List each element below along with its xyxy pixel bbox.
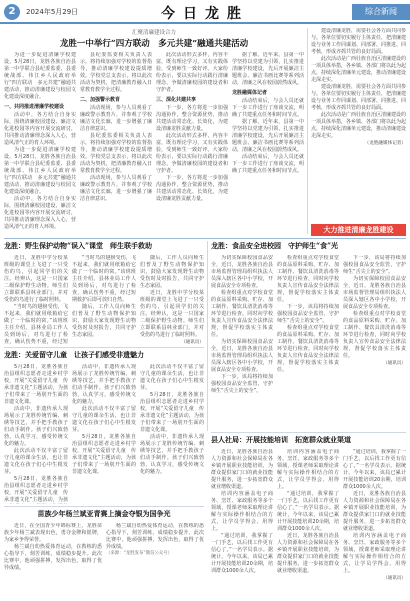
lead-column-3: 此次活动形式多样，内容丰富，既有理论学习，又有实践体验，受到师生一致好评。大家纷纷表示，要以实际行动践行清廉理念，争做清廉校园的建设者和守护者。 三、深化共建共享 下一步，各方将进一步加强沟通协作，整合资源优势，推动共建活动常态化、长效化，为建设清廉龙胜贡献力量。 此次活动形式多样，内容丰富，既有理论学习，又有实践体验，受到师生一致好评。大家纷纷表示，要以实际行动践行清廉理念，争做清廉校园的建设者和守护者。 下一步，各方将进一步加强沟通协作，整合资源优势，推动共建活动常态化、长效化，为建设清廉龙胜贡献力量。 xyxy=(156,52,228,202)
issue-date: 2024年5月29日 xyxy=(26,8,79,16)
story3-column-3: 此次活动不仅丰富了留守儿童的课余生活，也让非遗文化在孩子们心中生根发芽。 5月28日，龙胜各族自治县组织志愿者走进乡村学校，开展“关爱留守儿童 传承非遗文化”主题活动，为孩子们带来了一场别开生面的非遗文化课。 活动中，非遗传承人现场展示了龙胜传统竹编、刺绣等技艺，并手把手教孩子们动手制作。孩子们兴致勃勃，认真学习，感受传统文化的魅力。 xyxy=(140,364,204,475)
lead-column-2: 县纪委监委相关负责人表示，将持续加强对学校的监督指导，推动清廉学校建设提质增效。学校党总支表示，将以此次活动为契机，把清廉教育融入日常教育教学全过程。 二、加强警示教育 活动现场，参与人员观看了廉政警示教育片，并参观了学校廉洁文化长廊，进一步增强了廉洁自律意识。 县纪委监委相关负责人表示，将持续加强对学校的监督指导，推动清廉学校建设提质增效。学校党总支表示，将以此次活动为契机，把清廉教育融入日常教育教学全过程。 活动现场，参与人员观看了廉政警示教育片，并参观了学校廉洁文化长廊，进一步增强了廉洁自律意识。 xyxy=(80,52,152,202)
section-divider xyxy=(4,506,204,507)
story6-headline: 苗族少年杨兰斌亚青赛上摘金夺银为国争光 xyxy=(37,509,171,518)
red-banner: 大力推进清廉龙胜建设 xyxy=(311,224,406,236)
section-divider xyxy=(4,238,406,239)
lead-headline: 龙胜一中举行“四方联动 多元共建”融通共建活动 xyxy=(59,39,249,48)
story4-column-1: 为切实保障校园食品安全，近日，龙胜各族自治县市场监督管理局组织执法人员深入辖区各中小学校，开展食品安全专项检查。 检查组重点对学校食堂的食品原料采购、贮存、加工制作、餐饮具清洗消毒等环节进行检查，同时向学校负责人宣传食品安全法律法规，督促学校落实主体责任。 为切实保障校园食品安全，近日，龙胜各族自治县市场监督管理局组织执法人员深入辖区各中小学校，开展食品安全专项检查。 下一步，该局将持续加强校园食品安全监管，守护师生“舌尖上的安全”。 xyxy=(211,255,273,394)
story4-heading xyxy=(211,241,406,253)
lead-column-1: 为进一步促进清廉学校建设，5月28日，龙胜各族自治县第一中学联合县纪委监委、县委统战部、伟江乡人民政府举行“四方联动 多元共建”融通共建活动，推动清廉建设与校园文化建设深度融合。 一、共同推进清廉学校建设 活动中，各方结合自身实际，围绕清廉校园建设、廉洁文化进校园等内容开展交流研讨，共同推动清廉理念深入人心，营造风清气正的育人环境。 为进一步促进清廉学校建设，5月28日，龙胜各族自治县第一中学联合县纪委监委、县委统战部、伟江乡人民政府举行“四方联动 多元共建”融通共建活动，推动清廉建设与校园文化建设深度融合。 活动中，各方结合自身实际，围绕清廉校园建设、廉洁文化进校园等内容开展交流研讨，共同推动清廉理念深入人心，营造风清气正的育人环境。 xyxy=(4,52,76,230)
story4-headline: 龙胜：食品安全进校园 守护师生“食”光 xyxy=(211,241,339,250)
section-divider xyxy=(211,432,406,433)
story2-column-3: 随后，工作人员向师生们普及了野生动物保护知识，鼓励大家发现野生动物受伤时及时报告，共同守护生态家园。 近日，龙胜中学分校某班级的课堂上飞进了一只受伤的鸟，引起同学们的关注。经辨认，这是一只国家二级保护野生动物。师生们立即联系县林业部门，并对受伤的鸟进行了临时照料。 （通讯员） xyxy=(140,255,204,345)
story3-headline: 龙胜：关爱留守儿童 让孩子们感受非遗魅力 xyxy=(4,350,144,359)
right-top-byline: （龙胜融媒体记者） xyxy=(364,141,406,146)
column-divider xyxy=(307,28,308,234)
lead-heading xyxy=(4,28,304,48)
story6-column-2: 杨兰斌自幼热爱体育运动，在教练的悉心指导下，刻苦训练，成绩稳步提升。此次比赛中，他顽强拼搏，发挥出色，取得了优异成绩。 （来源：“龙胜发布”微信公众号） xyxy=(106,523,204,556)
right-top-column: 建设清廉龙胜，需要社会各方面共同参与。各单位要切实履行主体责任，把清廉建设与业务工作同谋划、同部署、同推进、同考核，形成齐抓共管的良好局面。 此次活动是广西壮族自治区清廉建设的一项具体举措，各乡镇、各部门将以此为起点，持续深化清廉单元建设，推动清廉建设走深走实。 建设清廉龙胜，需要社会各方面共同参与。各单位要切实履行主体责任，把清廉建设与业务工作同谋划、同部署、同推进、同考核，形成齐抓共管的良好局面。 此次活动是广西壮族自治区清廉建设的一项具体举措，各乡镇、各部门将以此为起点，持续深化清廉单元建设，推动清廉建设走深走实。 （龙胜融媒体记者） xyxy=(311,28,406,146)
story5-column-3: “通过培训，我掌握了一门手艺，以后找工作更有信心了。”一名学员表示。据统计，今年以来，该局已累计开展技能培训20余期，培训群众1000余人次。 近日，龙胜各族自治县人力资源和社会保障局在各乡镇开展职业技能培训，为群众提供家门口的就业技能提升服务，进一步拓宽群众就业增收渠道。 培训内容涵盖电子商务、烹饪、家政服务等多个领域，授课老师采取理论讲解与实际操作相结合的方式，让学员学得会、用得上。 （通讯员） xyxy=(343,449,406,581)
story4-column-2: 检查组重点对学校食堂的食品原料采购、贮存、加工制作、餐饮具清洗消毒等环节进行检查，同时向学校负责人宣传食品安全法律法规，督促学校落实主体责任。 下一步，该局将持续加强校园食品安全监管，守护师生“舌尖上的安全”。 检查组重点对学校食堂的食品原料采购、贮存、加工制作、餐饮具清洗消毒等环节进行检查，同时向学校负责人宣传食品安全法律法规，督促学校落实主体责任。 xyxy=(277,255,339,373)
story5-column-2: 培训内容涵盖电子商务、烹饪、家政服务等多个领域，授课老师采取理论讲解与实际操作相结合的方式，让学员学得会、用得上。 “通过培训，我掌握了一门手艺，以后找工作更有信心了。”一名学员表示。据统计，今年以来，该局已累计开展技能培训20余期，培训群众1000余人次。 近日，龙胜各族自治县人力资源和社会保障局在各乡镇开展职业技能培训，为群众提供家门口的就业技能提升服务，进一步拓宽群众就业增收渠道。 xyxy=(277,449,339,574)
story5-column-1: 近日，龙胜各族自治县人力资源和社会保障局在各乡镇开展职业技能培训，为群众提供家门口的就业技能提升服务，进一步拓宽群众就业增收渠道。 培训内容涵盖电子商务、烹饪、家政服务等多个领域，授课老师采取理论讲解与实际操作相结合的方式，让学员学得会、用得上。 “通过培训，我掌握了一门手艺，以后找工作更有信心了。”一名学员表示。据统计，今年以来，该局已累计开展技能培训20余期，培训群众1000余人次。 xyxy=(211,449,273,574)
story6-column-1: 近日，在全国青少年锦标赛上，龙胜苗族少年杨兰斌表现出色，勇夺金牌和银牌，为家乡争得荣誉。 杨兰斌自幼热爱体育运动，在教练的悉心指导下，刻苦训练，成绩稳步提升。此次比赛中，他顽强拼搏，发挥出色，取得了优异成绩。 xyxy=(4,523,102,571)
story2-heading xyxy=(4,241,204,253)
source-credit: （来源：“龙胜发布”微信公众号） xyxy=(106,551,173,556)
story6-heading xyxy=(4,509,204,521)
story5-heading xyxy=(211,435,406,447)
page-number: 2 xyxy=(4,4,20,20)
section-divider xyxy=(4,347,204,348)
lead-kicker: 汇聚清廉建设合力 xyxy=(131,30,176,36)
story2-headline: 龙胜：野生保护动物“误入”课堂 师生联手救助 xyxy=(4,241,153,250)
story2-column-2: “当时鸟的翅膀受伤，飞不起来，我们就用纸箱给它做了一个临时的窝。”该班班主任介绍。县林业局工作人员到场后，对鸟进行了检查，确认伤势不重，经过短期救护后即可放归自然。 随后，工作人员向师生们普及了野生动物保护知识，鼓励大家发现野生动物受伤时及时报告，共同守护生态家园。 xyxy=(72,255,136,338)
story3-heading xyxy=(4,350,204,362)
lead-column-4: 据了解，近年来，县第一中学坚持以党建为引领，扎实推进清廉学校建设，先后开展廉洁主题班会、廉洁书画比赛等系列活动，清廉之风在校园蔚然成风。 龙胜融媒体记者 活动结束后，与会人员还就下一步工作进行了座谈交流，明确了共建重点任务和时间节点。 据了解，近年来，县第一中学坚持以党建为引领，扎实推进清廉学校建设，先后开展廉洁主题班会、廉洁书画比赛等系列活动，清廉之风在校园蔚然成风。 活动结束后，与会人员还就下一步工作进行了座谈交流，明确了共建重点任务和时间节点。 xyxy=(232,52,304,174)
newspaper-title: 今日龙胜 xyxy=(161,6,249,22)
story3-column-2: 活动中，非遗传承人现场展示了龙胜传统竹编、刺绣等技艺，并手把手教孩子们动手制作。孩子们兴致勃勃，认真学习，感受传统文化的魅力。 此次活动不仅丰富了留守儿童的课余生活，也让非遗文化在孩子们心中生根发芽。 5月28日，龙胜各族自治县组织志愿者走进乡村学校，开展“关爱留守儿童 传承非遗文化”主题活动，为孩子们带来了一场别开生面的非遗文化课。 xyxy=(72,364,136,475)
story3-column-1: 5月28日，龙胜各族自治县组织志愿者走进乡村学校，开展“关爱留守儿童 传承非遗文化”主题活动，为孩子们带来了一场别开生面的非遗文化课。 活动中，非遗传承人现场展示了龙胜传统竹编、刺绣等技艺，并手把手教孩子们动手制作。孩子们兴致勃勃，认真学习，感受传统文化的魅力。 此次活动不仅丰富了留守儿童的课余生活，也让非遗文化在孩子们心中生根发芽。 5月28日，龙胜各族自治县组织志愿者走进乡村学校，开展“关爱留守儿童 传承非遗文化”主题活动，为孩 xyxy=(4,364,68,503)
story4-column-3: 下一步，该局将持续加强校园食品安全监管，守护师生“舌尖上的安全”。 为切实保障校园食品安全，近日，龙胜各族自治县市场监督管理局组织执法人员深入辖区各中小学校，开展食品安全专项检查。 检查组重点对学校食堂的食品原料采购、贮存、加工制作、餐饮具清洗消毒等环节进行检查，同时向学校负责人宣传食品安全法律法规，督促学校落实主体责任。 （通讯员） xyxy=(343,255,406,366)
column-divider xyxy=(207,241,208,431)
masthead xyxy=(0,0,410,24)
story5-headline: 县人社局：开展技能培训 拓宽群众就业渠道 xyxy=(211,435,351,444)
edition-label: 综合新闻 xyxy=(352,4,410,20)
story2-column-1: 近日，龙胜中学分校某班级的课堂上飞进了一只受伤的鸟，引起同学们的关注。经辨认，这是一只国家二级保护野生动物。师生们立即联系县林业部门，并对受伤的鸟进行了临时照料。 “当时鸟的翅膀受伤，飞不起来，我们就用纸箱给它做了一个临时的窝。”该班班主任介绍。县林业局工作人员到场后，对鸟进行了检查，确认伤势不重，经过短 xyxy=(4,255,68,345)
